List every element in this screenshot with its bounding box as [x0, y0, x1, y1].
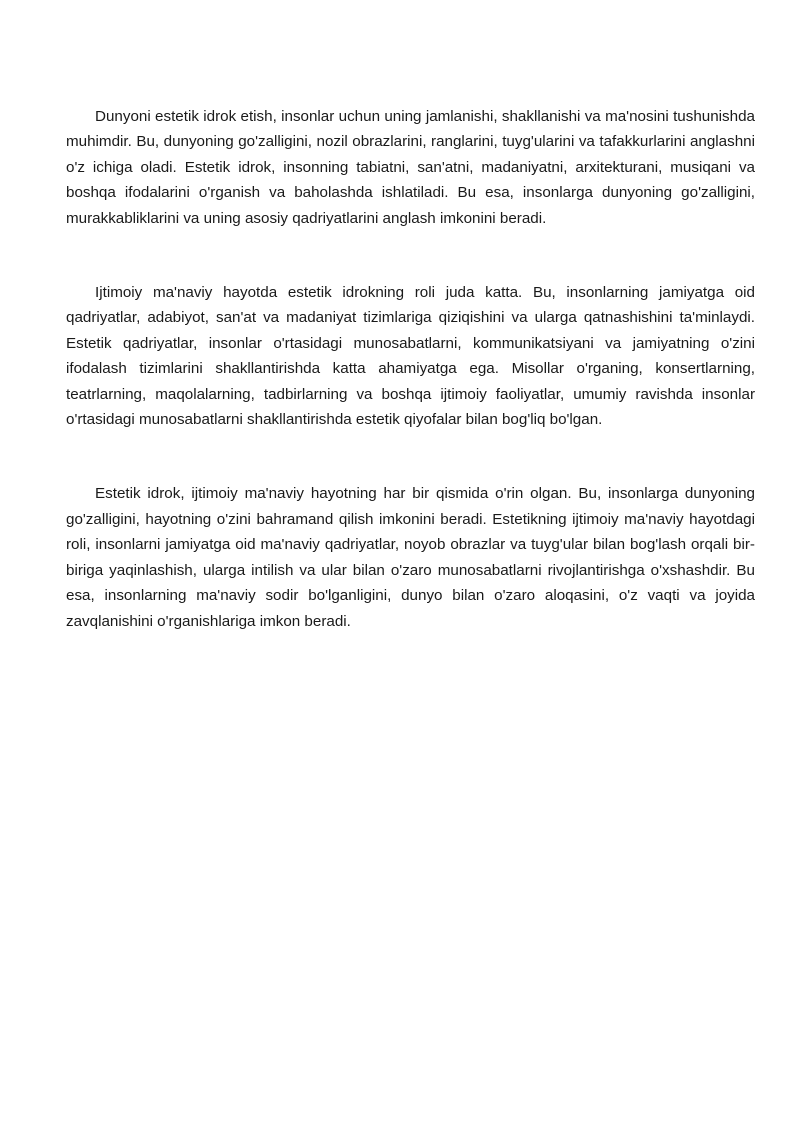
paragraph-1: Dunyoni estetik idrok etish, insonlar uchun uning jamlanishi, shakllanishi va ma'nosini tushunishda muhimdir. Bu, dunyoning go'zalligini, nozil obrazlarini, ranglarini, tuyg'ularini va tafakkurlarini anglashni o'z ichiga oladi. Estetik idrok, insonning tabiatni, san'atni, madaniyatni, arxitekturani, musiqani va boshqa ifodalarini o'rganish va baholashda ishlatiladi. Bu esa, insonlarga dunyoning go'zalligini, murakkabliklarini va uning asosiy qadriyatlarini anglash imkonini beradi.	[66, 108, 755, 227]
document-body	[66, 104, 755, 683]
paragraph-3: Estetik idrok, ijtimoiy ma'naviy hayotning har bir qismida o'rin olgan. Bu, insonlarga dunyoning go'zalligini, hayotning o'zini bahramand qilish imkonini beradi. Estetikning ijtimoiy ma'naviy hayotdagi roli, insonlarni jamiyatga oid ma'naviy qadriyatlar, noyob obrazlar va tuyg'ular bilan bog'lash orqali bir-biriga yaqinlashish, ularga intilish va ular bilan o'zaro munosabatlarni rivojlantirishga o'xshashdir. Bu esa, insonlarning ma'naviy sodir bo'lganligini, dunyo bilan o'zaro aloqasini, o'z vaqti va joyida zavqlanishini o'rganishlariga imkon beradi.	[66, 485, 755, 630]
paragraph-2: Ijtimoiy ma'naviy hayotda estetik idrokning roli juda katta. Bu, insonlarning jamiyatga oid qadriyatlar, adabiyot, san'at va madaniyat tizimlariga qiziqishini va ularga qatnashishini ta'minlaydi. Estetik qadriyatlar, insonlar o'rtasidagi munosabatlarni, kommunikatsiyani va jamiyatning o'zini ifodalash tizimlarini shakllantirishda katta ahamiyatga ega. Misollar o'rganing, konsertlarning, teatrlarning, maqolalarning, tadbirlarning va boshqa ijtimoiy faoliyatlar, umumiy ravishda insonlar o'rtasidagi munosabatlarni shakllantirishda estetik qiyofalar bilan bog'liq bo'lgan.	[66, 284, 755, 429]
